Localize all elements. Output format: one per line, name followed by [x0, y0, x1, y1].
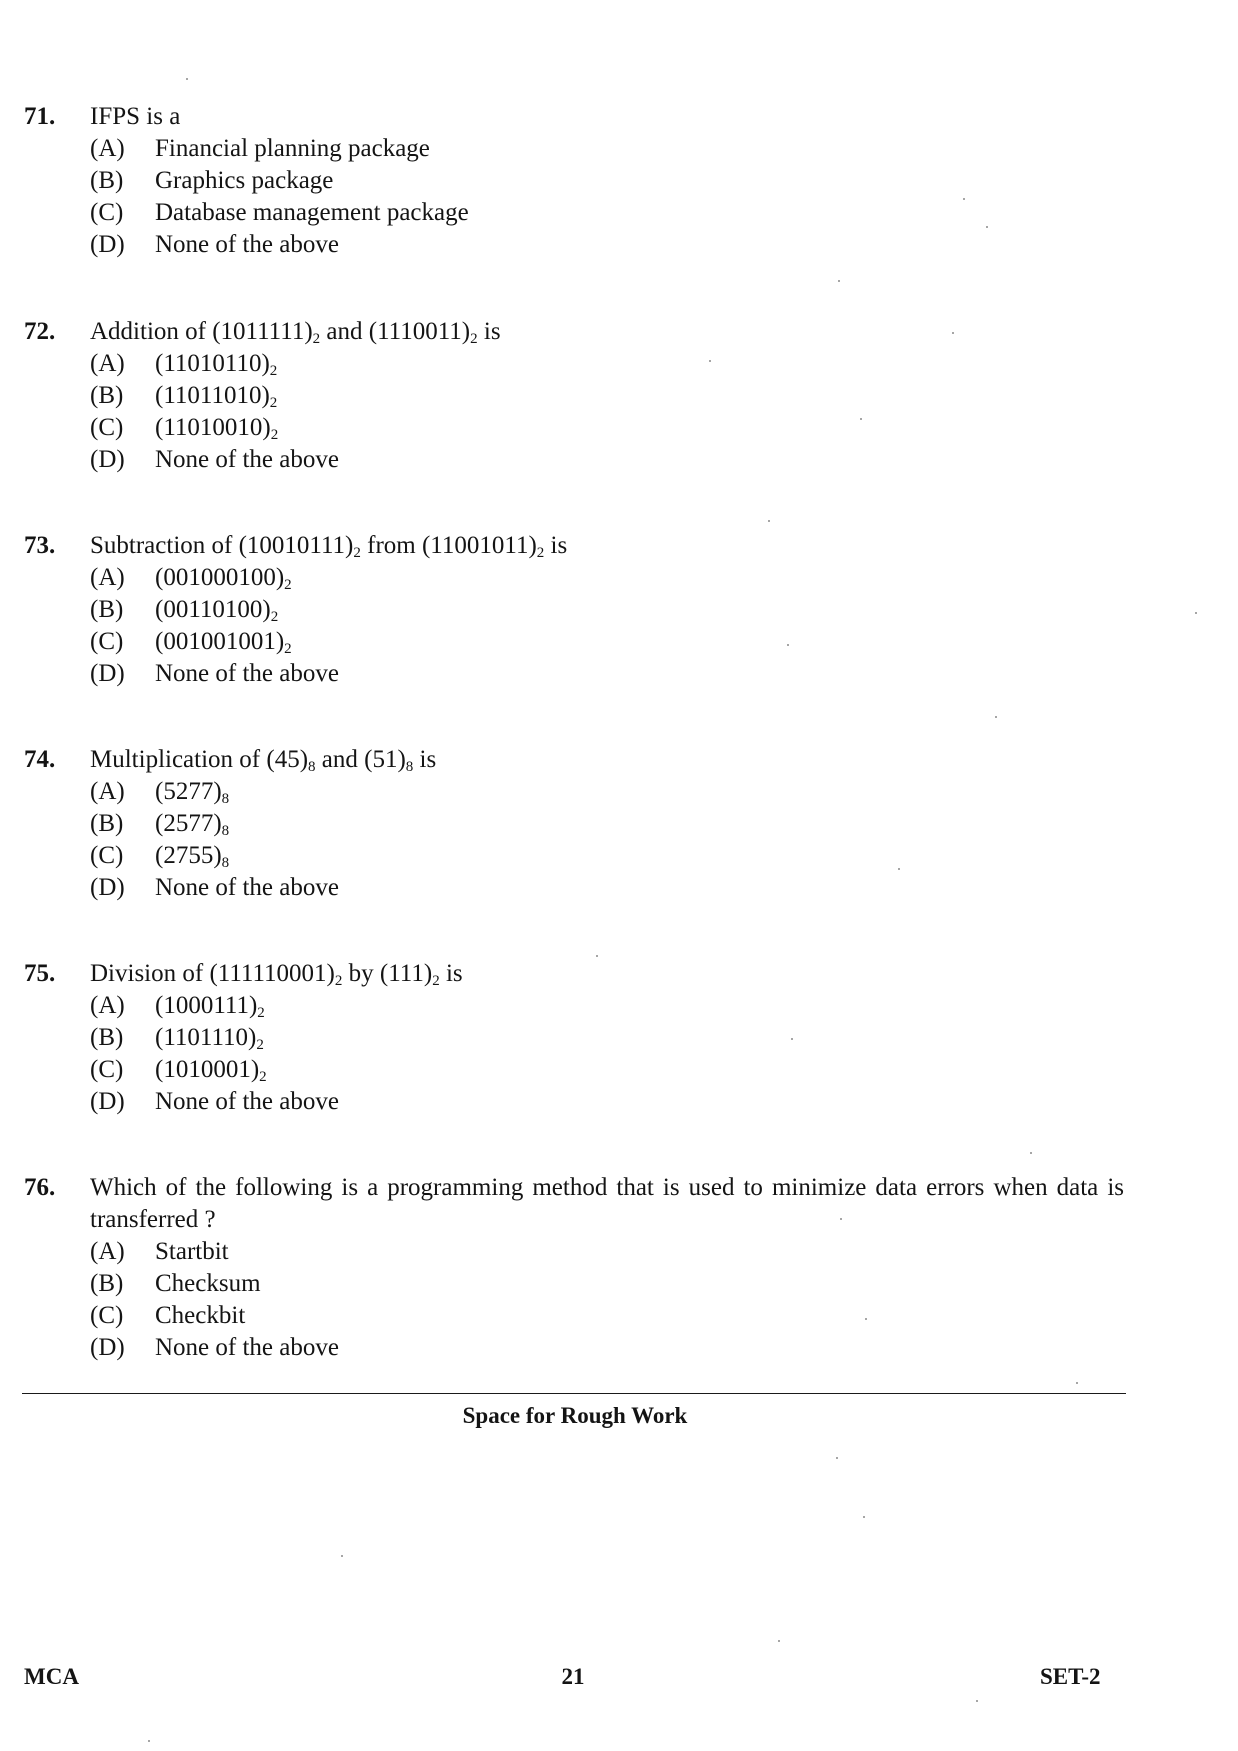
- scan-speck: [860, 418, 862, 420]
- text-segment: from (11001011): [360, 532, 537, 559]
- option-text: [155, 197, 1124, 229]
- question-stem-row: [24, 958, 1124, 990]
- scan-speck: [836, 1457, 838, 1459]
- answer-option: [90, 229, 1124, 261]
- question-stem-row: [24, 530, 1124, 562]
- base-subscript: 2: [432, 973, 440, 989]
- question-73: [24, 530, 1124, 690]
- base-subscript: 2: [259, 1069, 267, 1085]
- scan-speck: [787, 644, 789, 646]
- answer-option: [90, 562, 1124, 594]
- base-subscript: 2: [536, 545, 545, 561]
- question-number: 75.: [24, 960, 56, 987]
- text-segment: None of the above: [155, 231, 339, 258]
- scan-speck: [1195, 612, 1197, 614]
- option-text: [155, 1022, 1124, 1054]
- text-segment: (1000111): [155, 992, 258, 1019]
- answer-option: [90, 197, 1124, 229]
- answer-option: [90, 1086, 1124, 1118]
- scan-speck: [995, 716, 997, 718]
- scan-speck: [186, 78, 188, 80]
- option-text: [155, 840, 1124, 872]
- scan-speck: [986, 226, 988, 228]
- text-segment: (11010010): [155, 414, 271, 441]
- scan-speck: [768, 520, 770, 522]
- text-segment: None of the above: [155, 446, 339, 473]
- question-stem: [90, 744, 1124, 776]
- option-label: (A): [90, 1238, 125, 1265]
- text-segment: Division of (111110001): [90, 960, 335, 987]
- question-number: 74.: [24, 746, 56, 773]
- option-text: [155, 1236, 1124, 1268]
- scan-speck: [148, 1740, 150, 1742]
- scan-speck: [863, 1516, 865, 1518]
- text-segment: Checkbit: [155, 1302, 246, 1329]
- scan-speck: [898, 868, 900, 870]
- base-subscript: 2: [353, 545, 361, 561]
- text-segment: and (51): [315, 746, 406, 773]
- base-subscript: 2: [334, 973, 343, 989]
- option-label: (D): [90, 660, 125, 687]
- scan-speck: [709, 360, 711, 362]
- text-segment: (001001001): [155, 628, 285, 655]
- text-segment: Graphics package: [155, 167, 334, 194]
- option-label: (C): [90, 628, 124, 655]
- text-segment: (1010001): [155, 1056, 260, 1083]
- option-label: (C): [90, 842, 124, 869]
- text-segment: Subtraction of (10010111): [90, 532, 354, 559]
- question-76: [24, 1172, 1124, 1364]
- option-text: [155, 380, 1124, 412]
- scan-speck: [952, 332, 954, 334]
- answer-option: [90, 808, 1124, 840]
- answer-option: [90, 348, 1124, 380]
- text-segment: Database management package: [155, 199, 469, 226]
- question-number: 76.: [24, 1174, 56, 1201]
- text-segment: is: [544, 532, 568, 559]
- option-label: (D): [90, 874, 125, 901]
- answer-option: [90, 165, 1124, 197]
- option-text: [155, 562, 1124, 594]
- question-number: 73.: [24, 532, 56, 559]
- answer-option: [90, 412, 1124, 444]
- option-text: [155, 412, 1124, 444]
- footer-page-number: 21: [561, 1664, 585, 1689]
- rough-work-label: Space for Rough Work: [462, 1403, 688, 1428]
- text-segment: by (111): [342, 960, 433, 987]
- question-stem: [90, 101, 1124, 133]
- scan-speck: [976, 1700, 978, 1702]
- answer-option: [90, 380, 1124, 412]
- option-label: (B): [90, 810, 124, 837]
- text-segment: Addition of (1011111): [90, 318, 313, 345]
- option-text: [155, 348, 1124, 380]
- answer-option: [90, 1022, 1124, 1054]
- text-segment: is: [477, 318, 501, 345]
- question-stem: [90, 316, 1124, 348]
- base-subscript: 2: [312, 331, 321, 347]
- answer-option: [90, 1236, 1124, 1268]
- answer-option: [90, 1054, 1124, 1086]
- question-74: [24, 744, 1124, 904]
- scan-speck: [865, 1318, 867, 1320]
- text-segment: None of the above: [155, 1334, 339, 1361]
- base-subscript: 2: [470, 331, 478, 347]
- option-text: [155, 658, 1124, 690]
- option-label: (A): [90, 135, 125, 162]
- answer-option: [90, 658, 1124, 690]
- answer-option: [90, 1268, 1124, 1300]
- text-segment: (11011010): [155, 382, 270, 409]
- base-subscript: 8: [308, 759, 316, 775]
- answer-option: [90, 594, 1124, 626]
- option-label: (B): [90, 382, 124, 409]
- option-text: [155, 626, 1124, 658]
- option-label: (C): [90, 1056, 124, 1083]
- question-stem-row: [24, 1172, 1124, 1236]
- option-label: (B): [90, 1024, 124, 1051]
- answer-option: [90, 990, 1124, 1022]
- option-text: [155, 1300, 1124, 1332]
- option-text: [155, 1054, 1124, 1086]
- question-72: [24, 316, 1124, 476]
- text-segment: Checksum: [155, 1270, 261, 1297]
- text-segment: (11010110): [155, 350, 270, 377]
- text-segment: and (1110011): [320, 318, 471, 345]
- text-segment: None of the above: [155, 660, 339, 687]
- question-stem: [90, 958, 1124, 990]
- option-label: (A): [90, 992, 125, 1019]
- question-71: [24, 101, 1124, 261]
- text-segment: Startbit: [155, 1238, 229, 1265]
- option-label: (D): [90, 1088, 125, 1115]
- base-subscript: 2: [257, 1005, 265, 1021]
- option-label: (A): [90, 350, 125, 377]
- scan-speck: [840, 1218, 842, 1220]
- base-subscript: 8: [405, 759, 414, 775]
- text-segment: (1101110): [155, 1024, 257, 1051]
- option-label: (D): [90, 231, 125, 258]
- question-stem-row: [24, 316, 1124, 348]
- option-text: [155, 990, 1124, 1022]
- question-stem-row: [24, 101, 1124, 133]
- base-subscript: 2: [270, 427, 279, 443]
- base-subscript: 2: [270, 609, 279, 625]
- question-number: 71.: [24, 103, 56, 130]
- answer-option: [90, 776, 1124, 808]
- option-text: [155, 133, 1124, 165]
- option-text: [155, 1332, 1124, 1364]
- option-text: [155, 1268, 1124, 1300]
- answer-option: [90, 872, 1124, 904]
- base-subscript: 8: [221, 855, 230, 871]
- option-label: (D): [90, 446, 125, 473]
- scan-speck: [838, 280, 840, 282]
- base-subscript: 2: [269, 363, 278, 379]
- base-subscript: 2: [284, 641, 292, 657]
- scan-speck: [341, 1555, 343, 1557]
- option-text: [155, 1086, 1124, 1118]
- text-segment: IFPS is a: [90, 103, 181, 130]
- answer-option: [90, 840, 1124, 872]
- option-label: (C): [90, 414, 124, 441]
- text-segment: (00110100): [155, 596, 271, 623]
- option-label: (B): [90, 596, 124, 623]
- text-segment: Financial planning package: [155, 135, 430, 162]
- option-label: (B): [90, 1270, 124, 1297]
- scan-speck: [778, 1640, 780, 1642]
- base-subscript: 8: [221, 791, 230, 807]
- question-75: [24, 958, 1124, 1118]
- option-label: (A): [90, 564, 125, 591]
- question-number: 72.: [24, 318, 56, 345]
- question-stem: [90, 1172, 1124, 1236]
- text-segment: Which of the following is a programming method that is used to minimize data errors when data is transferred ?: [90, 1174, 1124, 1233]
- text-segment: (001000100): [155, 564, 285, 591]
- option-text: [155, 776, 1124, 808]
- base-subscript: 2: [269, 395, 278, 411]
- text-segment: is: [413, 746, 437, 773]
- base-subscript: 8: [221, 823, 230, 839]
- scan-speck: [1076, 1382, 1078, 1384]
- text-segment: None of the above: [155, 874, 339, 901]
- option-text: [155, 594, 1124, 626]
- option-text: [155, 165, 1124, 197]
- scan-speck: [596, 955, 598, 957]
- answer-option: [90, 133, 1124, 165]
- base-subscript: 2: [256, 1037, 264, 1053]
- text-segment: is: [439, 960, 463, 987]
- text-segment: (2577): [155, 810, 222, 837]
- answer-option: [90, 1332, 1124, 1364]
- footer-course-code: MCA: [24, 1664, 79, 1689]
- option-text: [155, 444, 1124, 476]
- text-segment: None of the above: [155, 1088, 339, 1115]
- option-text: [155, 229, 1124, 261]
- option-text: [155, 808, 1124, 840]
- text-segment: (5277): [155, 778, 222, 805]
- question-stem: [90, 530, 1124, 562]
- option-label: (C): [90, 1302, 124, 1329]
- question-stem-row: [24, 744, 1124, 776]
- rough-work-divider: [22, 1393, 1126, 1394]
- option-label: (A): [90, 778, 125, 805]
- scan-speck: [791, 1038, 793, 1040]
- base-subscript: 2: [284, 577, 292, 593]
- text-segment: Multiplication of (45): [90, 746, 309, 773]
- option-label: (B): [90, 167, 124, 194]
- footer-set-code: SET-2: [1040, 1664, 1101, 1689]
- scan-speck: [1030, 1152, 1032, 1154]
- option-label: (D): [90, 1334, 125, 1361]
- answer-option: [90, 444, 1124, 476]
- option-text: [155, 872, 1124, 904]
- text-segment: (2755): [155, 842, 222, 869]
- answer-option: [90, 626, 1124, 658]
- answer-option: [90, 1300, 1124, 1332]
- scan-speck: [963, 198, 965, 200]
- option-label: (C): [90, 199, 124, 226]
